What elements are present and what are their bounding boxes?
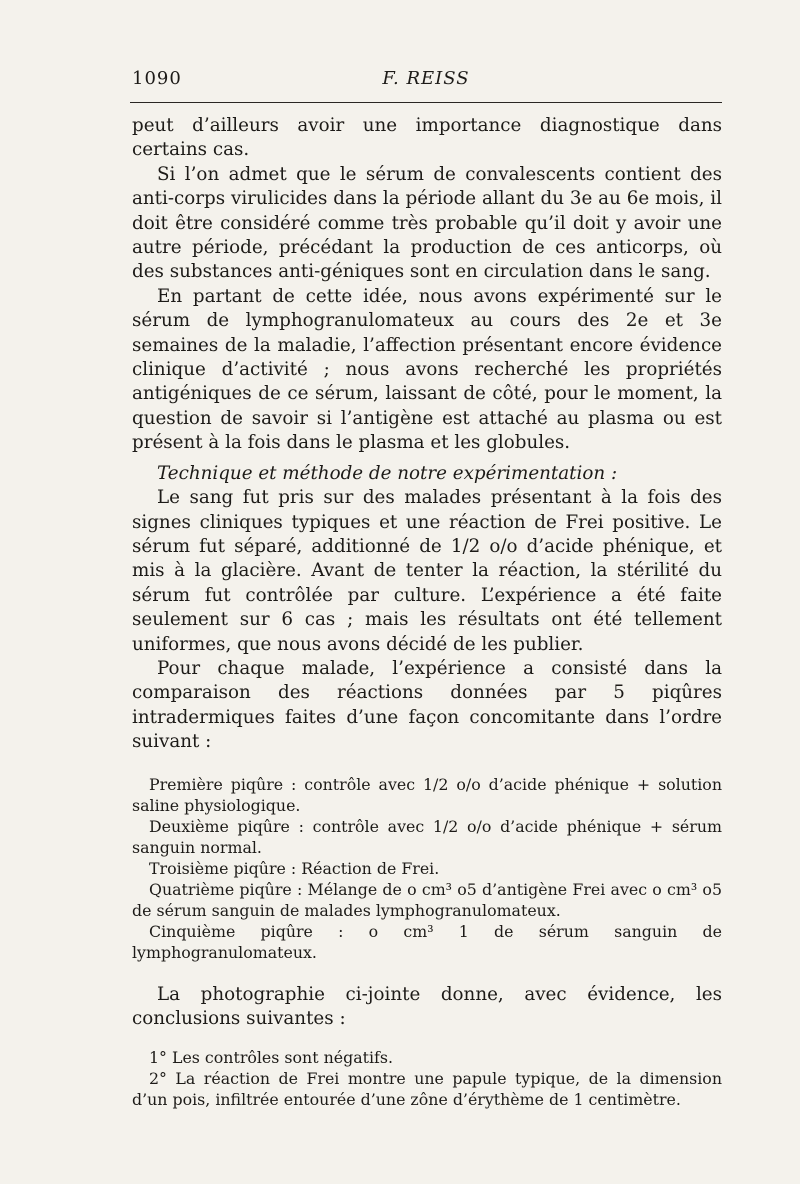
list-item: Cinquième piqûre : o cm³ 1 de sérum sanguin de lymphogranulomateux. (132, 921, 722, 962)
paragraph: En partant de cette idée, nous avons expérimenté sur le sérum de lymphogranulomateux au cours des 2e et 3e semaines de la maladie, l’affection présentant encore évidence clinique d’activité ; nous avons recherché les propriétés antigéniques de ce sérum, laissant de côté, pour le moment, la question de savoir si l’antigène est attaché au plasma ou est présent à la fois dans le plasma et les globules. (132, 285, 722, 454)
section-heading: Technique et méthode de notre expérimentation : (157, 462, 618, 484)
page-number: 1090 (132, 68, 182, 89)
paragraph: La photographie ci-jointe donne, avec évidence, les conclusions suivantes : (132, 983, 722, 1029)
list-item: Première piqûre : contrôle avec 1/2 o/o d’acide phénique + solution saline physiologique. (132, 774, 722, 815)
conclusions-list (132, 1047, 722, 1110)
body-text (132, 114, 722, 1110)
paragraph: Le sang fut pris sur des malades présentant à la fois des signes cliniques typiques et une réaction de Frei positive. Le sérum fut séparé, additionné de 1/2 o/o d’acide phénique, et mis à la glacière. Avant de tenter la réaction, la stérilité du sérum fut contrôlée par culture. L’expérience a été faite seulement sur 6 cas ; mais les résultats ont été tellement uniformes, que nous avons décidé de les publier. (132, 487, 722, 655)
list-item: 1° Les contrôles sont négatifs. (149, 1048, 393, 1068)
running-author: F. REISS (382, 68, 470, 89)
paragraph: peut d’ailleurs avoir une importance diagnostique dans certains cas. (132, 115, 722, 161)
list-item: 2° La réaction de Frei montre une papule typique, de la dimension d’un pois, infiltrée entourée d’une zône d’érythème de 1 centimètre. (132, 1069, 722, 1110)
list-item: Deuxième piqûre : contrôle avec 1/2 o/o d’acide phénique + sérum sanguin normal. (132, 816, 722, 857)
injection-list (132, 774, 722, 963)
paragraph: Pour chaque malade, l’expérience a consisté dans la comparaison des réactions données par 5 piqûres intradermiques faites d’une façon concomitante dans l’ordre suivant : (132, 657, 722, 753)
header-rule (130, 102, 722, 103)
list-item: Quatrième piqûre : Mélange de o cm³ o5 d’antigène Frei avec o cm³ o5 de sérum sanguin de malades lymphogranulomateux. (132, 879, 722, 920)
paragraph: Si l’on admet que le sérum de convalescents contient des anti-corps virulicides dans la période allant du 3e au 6e mois, il doit être considéré comme très probable qu’il doit y avoir une autre période, précédant la production de ces anticorps, où des substances anti-géniques sont en circulation dans le sang. (132, 163, 722, 283)
list-item: Troisième piqûre : Réaction de Frei. (149, 858, 440, 878)
